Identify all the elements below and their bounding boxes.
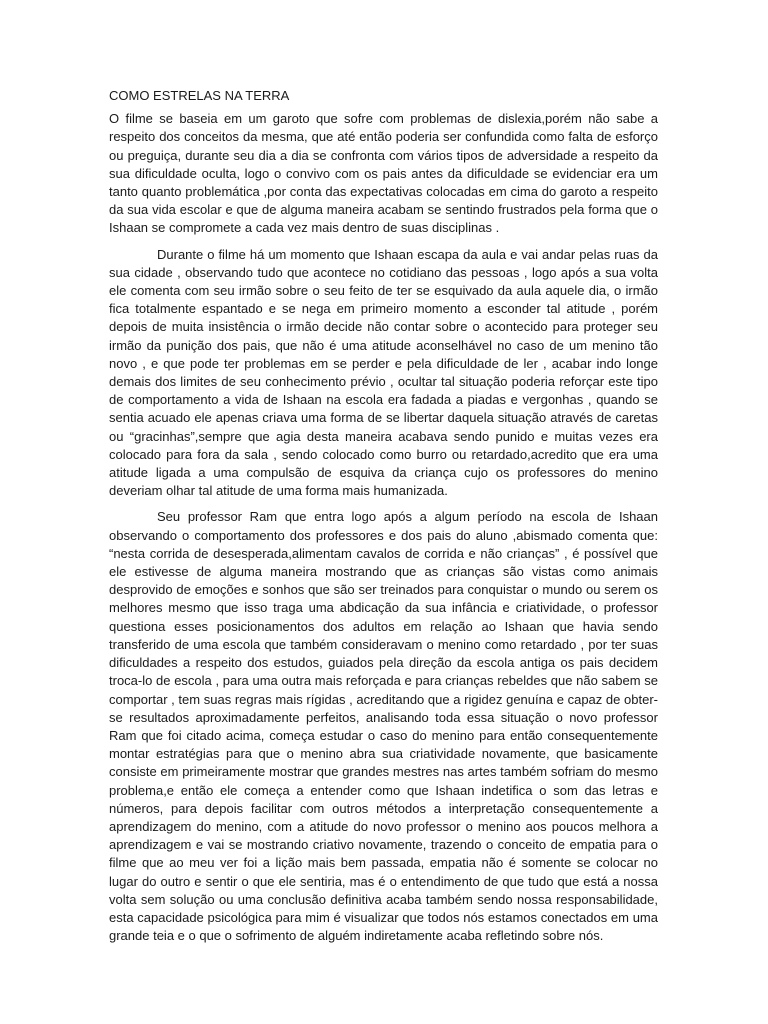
- paragraph-3: Seu professor Ram que entra logo após a algum período na escola de Ishaan observando o comportamento dos professores e dos pais do aluno ,abismado comenta que: “nesta corrida de desesperada,alimentam cavalos de corrida e não crianças” , é possível que ele estivesse de alguma maneira mostrando que as crianças são vistas como animais desprovido de emoções e sonhos que são ser treinados para conquistar o mundo ou serem os melhores mesmo que isso traga uma abdicação da sua infância e criatividade, o professor questiona esses posicionamentos dos adultos em relação ao Ishaan que havia sendo transferido de uma escola que também consideravam o menino como retardado , por ter suas dificuldades a respeito dos estudos, guiados pela direção da escola antiga os pais decidem troca-lo de escola , para uma outra mais reforçada e para crianças rebeldes que não sabem se comportar , tem suas regras mais rígidas , acreditando que a rigidez genuína e capaz de obter-se resultados aproximadamente perfeitos, analisando toda essa situação o novo professor Ram que foi citado acima, começa estudar o caso do menino para então consequentemente montar estratégias para que o menino abra sua criatividade novamente, que basicamente consiste em primeiramente mostrar que grandes mestres nas artes também sofriam do mesmo problema,e então ele começa a entender como que Ishaan indetifica o som das letras e números, para depois facilitar com outros métodos a interpretação consequentemente a aprendizagem do menino, com a atitude do novo professor o menino aos poucos melhora a aprendizagem e vai se mostrando criativo novamente, trazendo o conceito de empatia para o filme que ao meu ver foi a lição mais bem passada, empatia não é somente se colocar no lugar do outro e sentir o que ele sentiria, mas é o entendimento de que tudo que está a nossa volta sem solução ou uma conclusão definitiva acaba também sendo nossa responsabilidade, esta capacidade psicológica para mim é visualizar que todos nós estamos conectados em uma grande teia e o que o sofrimento de alguém indiretamente acaba refletindo sobre nós.: [109, 509, 658, 944]
- paragraph-1: O filme se baseia em um garoto que sofre com problemas de dislexia,porém não sabe a respeito dos conceitos da mesma, que até então poderia ser confundida como falta de esforço ou preguiça, durante seu dia a dia se confronta com vários tipos de adversidade a respeito da sua dificuldade oculta, logo o convivo com os pais antes da dificuldade se evidenciar era um tanto quanto problemática ,por conta das expectativas colocadas em cima do garoto a respeito da sua vida escolar e que de alguma maneira acabam se sentindo frustrados pela forma que o Ishaan se compromete a cada vez mais dentro de suas disciplinas .: [109, 111, 658, 236]
- document-page: [109, 87, 658, 953]
- document-title: COMO ESTRELAS NA TERRA: [109, 88, 290, 103]
- paragraph-2: Durante o filme há um momento que Ishaan escapa da aula e vai andar pelas ruas da sua cidade , observando tudo que acontece no cotidiano das pessoas , logo após a sua volta ele comenta com seu irmão sobre o seu feito de ter se esquivado da aula aquele dia, o irmão fica totalmente espantado e se nega em primeiro momento a esconder tal atitude , porém depois de muita insistência o irmão decide não contar sobre o acontecido para proteger seu irmão da punição dos pais, que não é uma atitude aconselhável no caso de um menino tão novo , e que pode ter problemas em se perder e pela dificuldade de ler , acabar indo longe demais dos limites de seu conhecimento prévio , ocultar tal situação poderia reforçar este tipo de comportamento a vida de Ishaan na escola era fadada a piadas e vergonhas , quando se sentia acuado ele apenas criava uma forma de se libertar daquela situação através de caretas ou “gracinhas”,sempre que agia desta maneira acabava sendo punido e muitas vezes era colocado para fora da sala , sendo colocado como burro ou retardado,acredito que era uma atitude ligada a uma compulsão de esquiva da criança cujo os professores do menino deveriam olhar tal atitude de uma forma mais humanizada.: [109, 246, 658, 499]
